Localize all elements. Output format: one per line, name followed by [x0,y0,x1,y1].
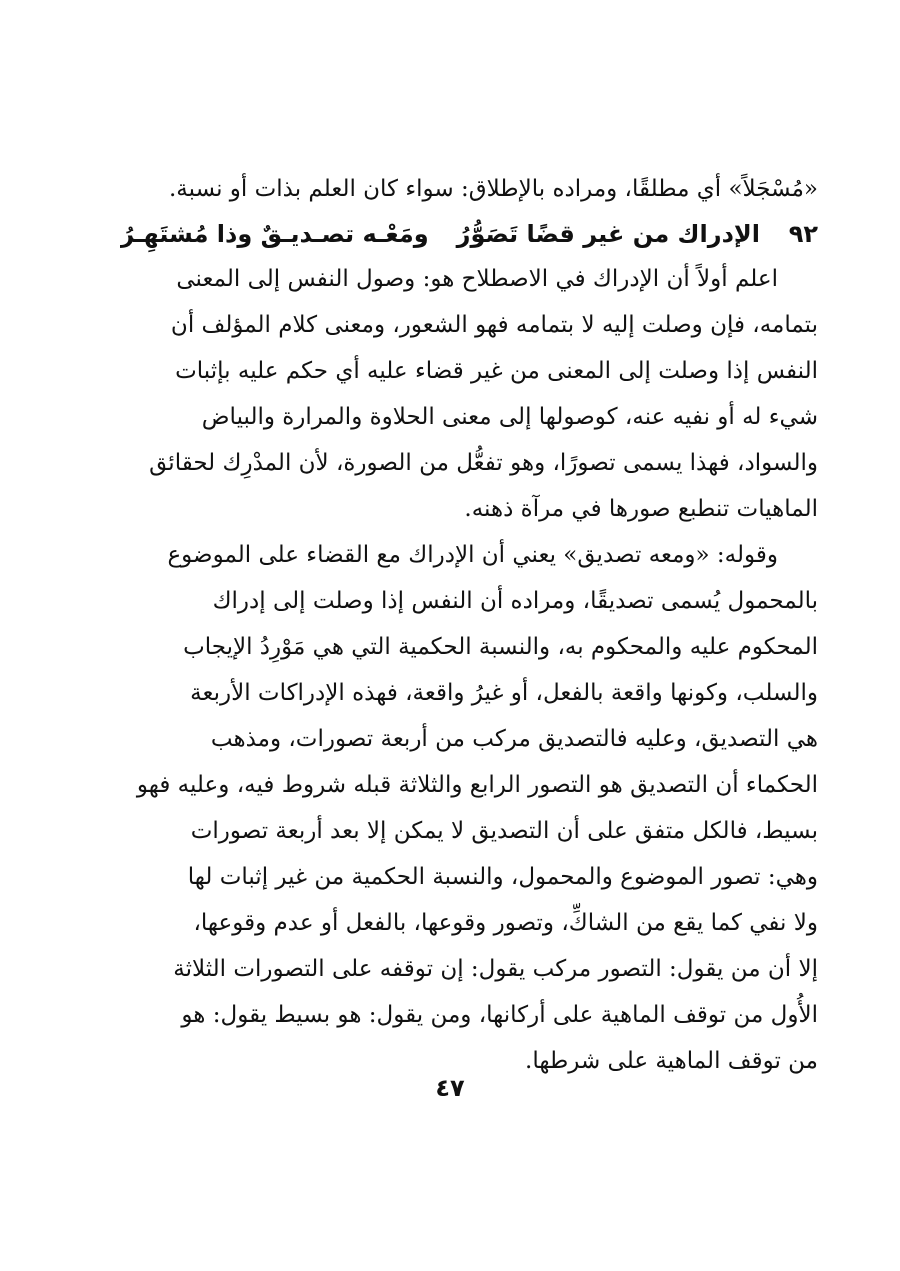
verse-number: ٩٢ [788,220,818,248]
verse-line [120,212,818,256]
page-body [120,166,818,1084]
verse-first-hemistich: الإدراك من غير قضًا تَصَوُّرُ [456,220,760,248]
paragraph-line: والسلب، وكونها واقعة بالفعل، أو غيرُ واقعة، فهذه الإدراكات الأربعة [190,680,818,706]
paragraph-1 [120,256,818,532]
paragraph-line: وقوله: «ومعه تصديق» يعني أن الإدراك مع القضاء على الموضوع [167,542,778,568]
paragraph-line: والسواد، فهذا يسمى تصورًا، وهو تفعُّل من الصورة، لأن المدْرِك لحقائق [149,450,818,476]
paragraph-line: الأُول من توقف الماهية على أركانها، ومن يقول: هو بسيط يقول: هو [181,1002,818,1028]
paragraph-line: هي التصديق، وعليه فالتصديق مركب من أربعة تصورات، ومذهب [210,726,818,752]
paragraph-line: بتمامه، فإن وصلت إليه لا بتمامه فهو الشعور، ومعنى كلام المؤلف أن [170,312,818,338]
verse-second-hemistich: ومَعْـه تصـديـقٌ وذا مُشتَهِـرُ [120,220,429,248]
page-number: ٤٧ [435,1074,465,1102]
paragraph-line: من توقف الماهية على شرطها. [525,1048,818,1074]
paragraph-line: وهي: تصور الموضوع والمحمول، والنسبة الحكمية من غير إثبات لها [187,864,818,890]
paragraph-2 [120,532,818,1084]
paragraph-line: اعلم أولاً أن الإدراك في الاصطلاح هو: وصول النفس إلى المعنى [176,266,778,292]
paragraph-line: الماهيات تنطبع صورها في مرآة ذهنه. [464,496,818,522]
paragraph-line: بسيط، فالكل متفق على أن التصديق لا يمكن إلا بعد أربعة تصورات [190,818,818,844]
paragraph-line: بالمحمول يُسمى تصديقًا، ومراده أن النفس إذا وصلت إلى إدراك [212,588,818,614]
paragraph-line: المحكوم عليه والمحكوم به، والنسبة الحكمية التي هي مَوْرِدُ الإيجاب [183,634,818,660]
intro-line: «مُسْجَلاً» أي مطلقًا، ومراده بالإطلاق: سواء كان العلم بذات أو نسبة. [168,176,818,202]
paragraph-line: ولا نفي كما يقع من الشاكِّ، وتصور وقوعها، بالفعل أو عدم وقوعها، [193,910,818,936]
paragraph-line: الحكماء أن التصديق هو التصور الرابع والثلاثة قبله شروط فيه، وعليه فهو [136,772,818,798]
paragraph-line: شيء له أو نفيه عنه، كوصولها إلى معنى الحلاوة والمرارة والبياض [201,404,818,430]
paragraph-line: إلا أن من يقول: التصور مركب يقول: إن توقفه على التصورات الثلاثة [173,956,818,982]
paragraph-line: النفس إذا وصلت إلى المعنى من غير قضاء عليه أي حكم عليه بإثبات [175,358,818,384]
